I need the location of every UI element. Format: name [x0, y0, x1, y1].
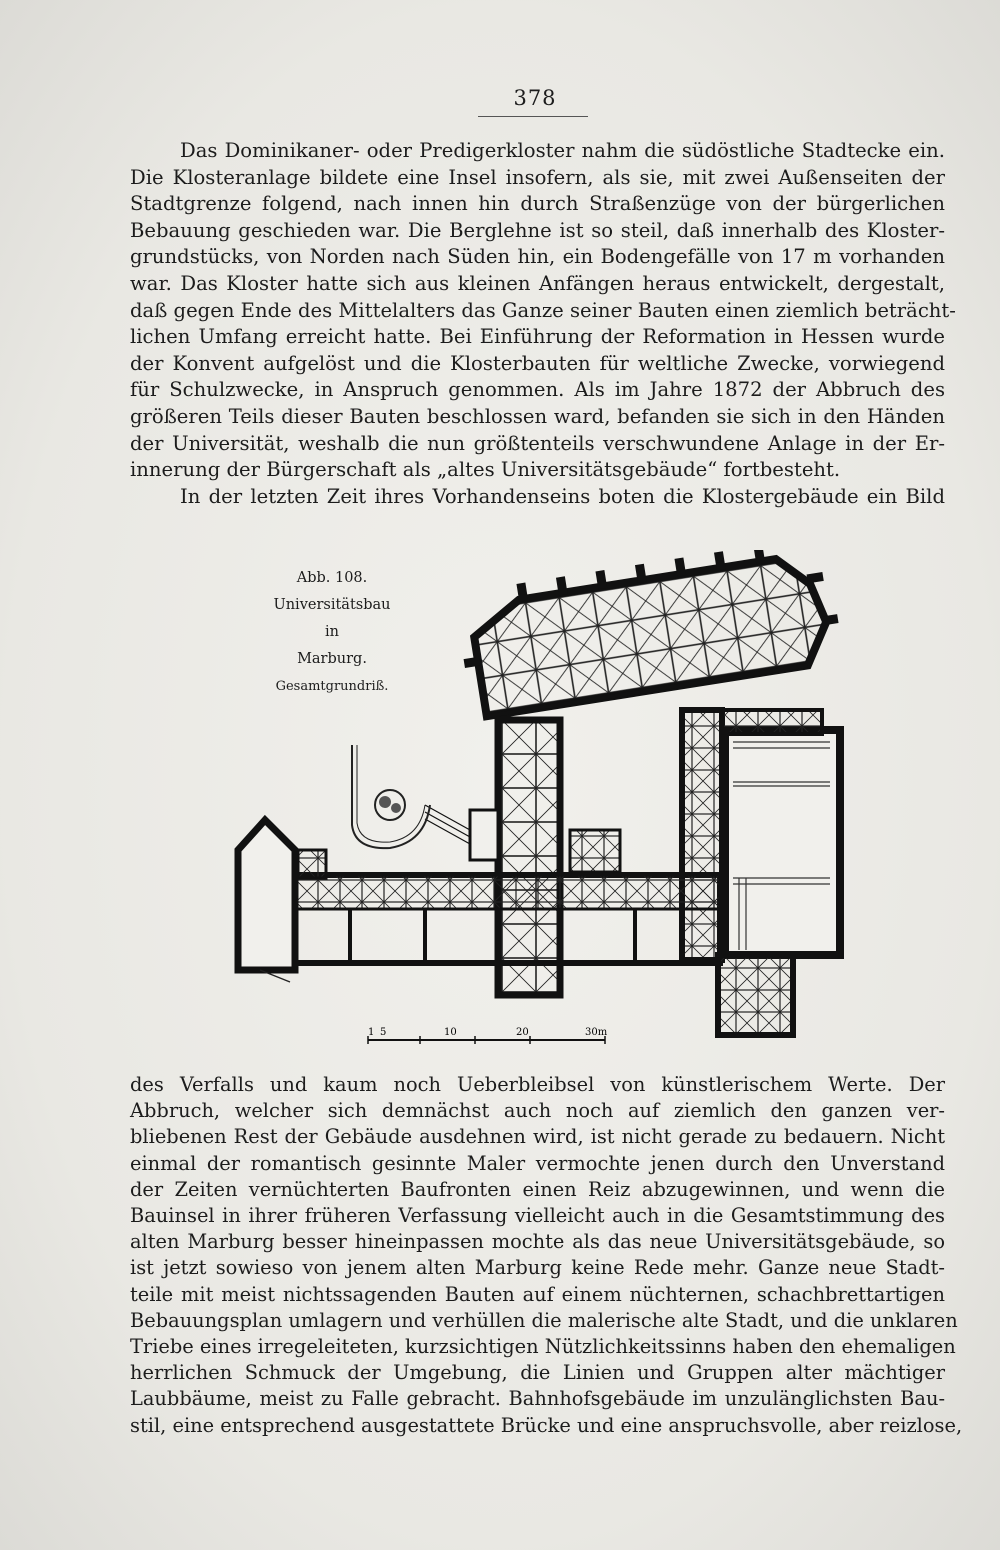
text-line: der Universität, weshalb die nun größtenteils verschwundene Anlage in der Er- — [130, 431, 945, 455]
text-line: alten Marburg besser hineinpassen mochte als das neue Universitätsgebäude, so — [130, 1230, 945, 1254]
text-line: einmal der romantisch gesinnte Maler vermochte jenen durch den Unverstand — [130, 1151, 945, 1175]
text-line: In der letzten Zeit ihres Vorhandenseins boten die Klostergebäude ein Bild — [180, 484, 945, 508]
text-line: des Verfalls und kaum noch Ueberbleibsel von künstlerischem Werte. Der — [130, 1073, 945, 1096]
page-number: 378 — [513, 86, 557, 110]
text-line: bliebenen Rest der Gebäude ausdehnen wird, ist nicht gerade zu bedauern. Nicht — [130, 1125, 945, 1149]
text-line: daß gegen Ende des Mittelalters das Ganze seiner Bauten einen ziemlich beträcht- — [130, 298, 956, 322]
scale-bar — [368, 1027, 608, 1044]
figure-subcaption: Gesamtgrundriß. — [275, 679, 389, 694]
text-line: größeren Teils dieser Bauten beschlossen ward, befanden sie sich in den Händen — [130, 404, 945, 428]
east-block — [725, 730, 840, 955]
caption-line: Universitätsbau — [273, 597, 391, 613]
church-wing — [453, 550, 844, 718]
text-line: Laubbäume, meist zu Falle gebracht. Bahnhofsgebäude im unzulänglichsten Bau- — [130, 1387, 945, 1411]
floor-plan-drawing — [230, 550, 870, 1050]
text-line: Das Dominikaner- oder Predigerkloster nahm die südöstliche Stadtecke ein. — [180, 139, 945, 162]
scale-label: 1 — [368, 1027, 375, 1038]
text-line: innerung der Bürgerschaft als „altes Universitätsgebäude“ fortbesteht. — [130, 458, 841, 482]
text-line: Triebe eines irregeleiteten, kurzsichtigen Nützlichkeitssinns haben den ehemaligen — [130, 1335, 956, 1359]
scale-label: 20 — [516, 1027, 529, 1038]
text-line: Bebauung geschieden war. Die Berglehne ist so steil, daß innerhalb des Kloster- — [130, 218, 945, 242]
text-line: Abbruch, welcher sich demnächst auch noch auf ziemlich den ganzen ver- — [130, 1099, 945, 1123]
text-line: grundstücks, von Norden nach Süden hin, ein Bodengefälle von 17 m vorhanden — [130, 245, 945, 269]
paragraph-2 — [130, 1072, 963, 1439]
figure-label: Abb. 108. — [296, 570, 368, 586]
text-line: Bauinsel in ihrer früheren Verfassung vielleicht auch in die Gesamtstimmung des — [130, 1204, 945, 1228]
text-line: herrlichen Schmuck der Umgebung, die Linien und Gruppen alter mächtiger — [130, 1361, 945, 1385]
text-line: der Zeiten vernüchterten Baufronten einen Reiz abzugewinnen, und wenn die — [130, 1177, 945, 1201]
text-line: stil, eine entsprechend ausgestattete Brücke und eine anspruchsvolle, aber reizlose, — [130, 1413, 963, 1437]
text-line: teile mit meist nichtssagenden Bauten auf einem nüchternen, schachbrettartigen — [130, 1282, 945, 1306]
caption-line: Marburg. — [297, 651, 367, 667]
scale-label: 5 — [380, 1027, 387, 1038]
text-line: der Konvent aufgelöst und die Klosterbauten für weltliche Zwecke, vorwiegend — [130, 351, 945, 375]
text-line: lichen Umfang erreicht hatte. Bei Einführung der Reformation in Hessen wurde — [130, 325, 945, 349]
text-line: ist jetzt sowieso von jenem alten Marburg keine Rede mehr. Ganze neue Stadt- — [130, 1256, 945, 1280]
text-line: Stadtgrenze folgend, nach innen hin durch Straßenzüge von der bürgerlichen — [130, 192, 945, 216]
west-chapel — [238, 820, 295, 970]
text-line: war. Das Kloster hatte sich aus kleinen Anfängen heraus entwickelt, dergestalt, — [130, 271, 945, 295]
west-wing — [498, 720, 560, 995]
text-line: Bebauungsplan umlagern und verhüllen die malerische alte Stadt, und die unklaren — [130, 1308, 958, 1332]
scale-label: 30m — [585, 1027, 608, 1038]
paragraph-1 — [130, 138, 956, 510]
page-number-rule — [478, 116, 588, 117]
text-line: Die Klosteranlage bildete eine Insel insofern, als sie, mit zwei Außenseiten der — [130, 165, 945, 189]
caption-line: in — [325, 624, 339, 640]
text-line: für Schulzwecke, in Anspruch genommen. Als im Jahre 1872 der Abbruch des — [130, 378, 945, 402]
southeast-block — [718, 955, 793, 1035]
east-wing — [682, 710, 722, 960]
scale-label: 10 — [444, 1027, 457, 1038]
